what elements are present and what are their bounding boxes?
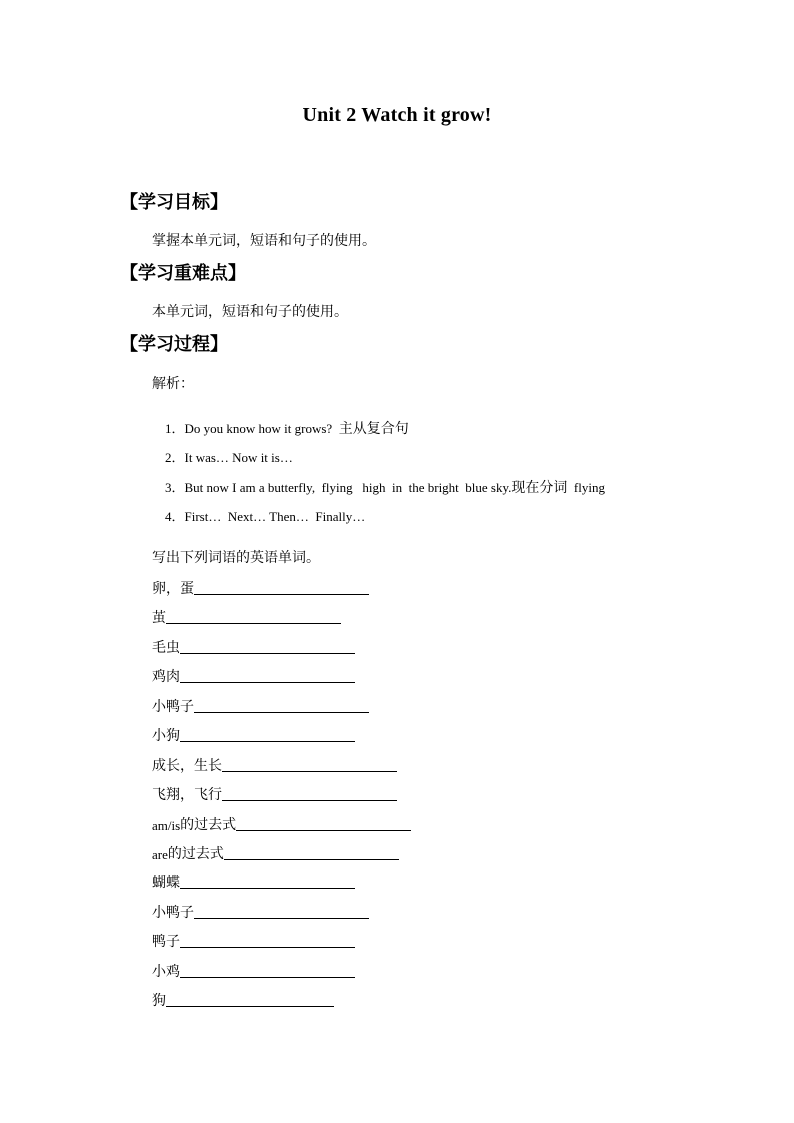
vocab-item [152,635,355,657]
point-english: Do you know how it grows? [184,421,339,436]
vocab-label: 小狗 [152,728,180,744]
vocab-label: 小鸭子 [152,699,194,715]
vocab-item [152,929,355,951]
point-chinese: 现在分词 [511,480,568,496]
point-english: But now I am a butterfly, flying high in the bright blue sky. [184,480,512,495]
vocab-item [152,812,411,834]
vocab-item [152,900,369,922]
analysis-label: 解析： [152,376,194,392]
vocab-label: 狗 [152,993,166,1009]
answer-blank[interactable] [180,976,355,978]
difficulty-text: 本单元词，短语和句子的使用。 [152,304,348,320]
answer-blank[interactable] [224,858,399,860]
vocab-label: 卵，蛋 [152,581,194,597]
objective-heading: 【学习目标】 [120,192,228,213]
vocab-label: 飞翔，飞行 [152,787,222,803]
vocab-item [152,959,355,981]
vocab-item [152,782,397,804]
vocab-item [152,605,341,627]
point-english: First… Next… Then… Finally… [184,509,366,524]
page-title: Unit 2 Watch it grow! [302,104,492,126]
answer-blank[interactable] [180,887,355,889]
vocab-label: 鸭子 [152,934,180,950]
answer-blank[interactable] [180,681,355,683]
vocab-prefix: am/is [152,818,181,833]
objective-text: 掌握本单元词，短语和句子的使用。 [152,233,376,249]
vocab-prefix: are [152,847,168,862]
exercise-instruction: 写出下列词语的英语单词。 [152,550,320,566]
vocab-item [152,694,369,716]
analysis-point-4 [152,490,365,541]
difficulty-heading: 【学习重难点】 [120,263,246,284]
answer-blank[interactable] [180,652,355,654]
answer-blank[interactable] [222,799,397,801]
vocab-item [152,664,355,686]
vocab-item [152,870,355,892]
vocab-label: 小鸭子 [152,905,194,921]
point-number: 1． [165,421,185,436]
vocab-label: 茧 [152,610,166,626]
answer-blank[interactable] [236,829,411,831]
answer-blank[interactable] [194,917,369,919]
vocab-item [152,576,369,598]
point-number: 2． [165,450,185,465]
answer-blank[interactable] [194,711,369,713]
point-tail: flying [567,480,605,495]
vocab-label: 成长，生长 [152,758,222,774]
vocab-label: 的过去式 [167,846,224,862]
vocab-label: 蝴蝶 [152,875,180,891]
process-heading: 【学习过程】 [120,334,228,355]
vocab-item [152,841,399,863]
vocab-label: 小鸡 [152,964,180,980]
vocab-label: 鸡肉 [152,669,180,685]
point-english: It was… Now it is… [184,450,293,465]
vocab-item [152,723,355,745]
point-chinese: 主从复合句 [338,421,409,437]
answer-blank[interactable] [180,946,355,948]
answer-blank[interactable] [222,770,397,772]
answer-blank[interactable] [194,593,369,595]
vocab-item [152,988,334,1010]
answer-blank[interactable] [166,1005,334,1007]
answer-blank[interactable] [166,622,341,624]
point-number: 4． [165,509,185,524]
answer-blank[interactable] [180,740,355,742]
point-number: 3． [165,480,185,495]
vocab-label: 毛虫 [152,640,180,656]
vocab-label: 的过去式 [180,817,237,833]
vocab-item [152,753,397,775]
